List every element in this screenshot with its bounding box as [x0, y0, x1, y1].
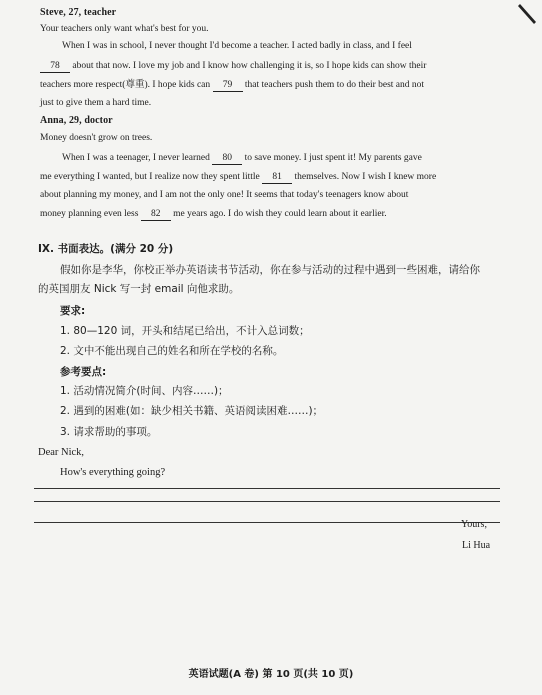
letter-closing: Yours, — [461, 519, 487, 530]
blank-79: 79 — [213, 80, 243, 92]
requirement-2: 2. 文中不能出现自己的姓名和所在学校的名称。 — [60, 345, 284, 357]
passage-line: teachers more respect(尊重). I hope kids can 79 that teachers push them to do their best and not — [40, 80, 425, 90]
key-point-3: 3. 请求帮助的事项。 — [60, 426, 158, 438]
blank-81: 81 — [262, 172, 292, 184]
passage-line: about planning my money, and I am not the only one! It seems that today's teenagers know about — [40, 190, 409, 200]
letter-opening: How's everything going? — [60, 467, 166, 478]
writing-heading: IX. 书面表达。(满分 20 分) — [38, 243, 174, 255]
requirements-title: 要求: — [60, 305, 86, 317]
answer-line-2 — [34, 501, 500, 502]
passage-headline-anna: Money doesn't grow on trees. — [40, 133, 153, 143]
passage-name-steve: Steve, 27, teacher — [40, 7, 117, 18]
passage-headline-steve: Your teachers only want what's best for you. — [40, 24, 209, 34]
letter-salutation: Dear Nick, — [38, 447, 85, 458]
letter-signature: Li Hua — [462, 540, 491, 551]
passage-line: me everything I wanted, but I realize now they spent little 81 themselves. Now I wish I knew more — [40, 172, 437, 182]
writing-prompt-line2: 的英国朋友 Nick 写一封 email 向他求助。 — [38, 283, 240, 295]
requirement-1: 1. 80—120 词，开头和结尾已给出，不计入总词数； — [60, 325, 310, 337]
page-footer: 英语试题(A 卷) 第 10 页(共 10 页) — [188, 669, 354, 680]
key-point-2: 2. 遇到的困难(如：缺少相关书籍、英语阅读困难……)； — [60, 405, 324, 417]
key-point-1: 1. 活动情况简介(时间、内容……)； — [60, 385, 229, 397]
passage-line: When I was a teenager, I never learned 80 to save money. I just spent it! My parents gave — [62, 153, 422, 163]
passage-line: When I was in school, I never thought I'd become a teacher. I acted badly in class, and I feel — [62, 41, 412, 51]
blank-78: 78 — [40, 61, 70, 73]
key-points-title: 参考要点: — [60, 366, 107, 378]
passage-line: 78 about that now. I love my job and I know how challenging it is, so I hope kids can show their — [40, 60, 426, 73]
answer-line-3 — [34, 522, 500, 523]
passage-line: just to give them a hard time. — [40, 98, 152, 108]
blank-82: 82 — [141, 209, 171, 221]
blank-80: 80 — [212, 153, 242, 165]
corner-fold-mark — [514, 2, 538, 26]
passage-name-anna: Anna, 29, doctor — [40, 115, 113, 126]
passage-line: money planning even less 82 me years ago. I do wish they could learn about it earlier. — [40, 209, 387, 219]
answer-line-1 — [34, 488, 500, 489]
writing-prompt-line1: 假如你是李华，你校正举办英语读书节活动，你在参与活动的过程中遇到一些困难，请给你 — [60, 264, 480, 276]
